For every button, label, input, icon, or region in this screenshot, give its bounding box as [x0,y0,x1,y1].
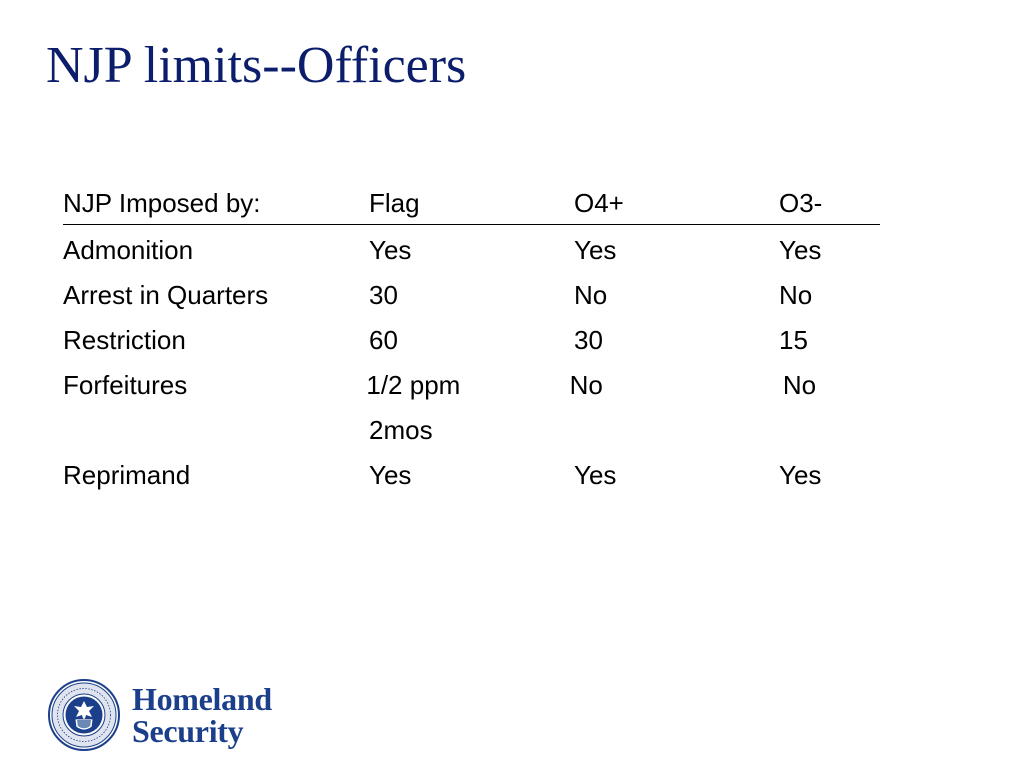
header-cell-o4: O4+ [574,187,624,218]
table-cell: Yes [574,235,617,265]
table-row-forfeitures-continued [63,408,883,453]
table-cell: 60 [369,325,398,355]
table-cell: No [569,370,603,400]
table-row-restriction [63,318,883,363]
table-cell: Restriction [63,325,186,355]
homeland-security-logo [48,678,308,752]
table-cell: 2mos [369,415,433,445]
table-cell: No [574,280,608,310]
header-cell-flag: Flag [369,187,420,218]
header-cell-o3: O3- [779,187,823,218]
table-row-forfeitures [63,363,883,408]
table-header-row [63,182,880,225]
table-cell: Arrest in Quarters [63,280,269,310]
table-cell: Forfeitures [63,370,188,400]
table-cell: Yes [369,235,412,265]
table-cell: No [782,370,817,400]
logo-wordmark [132,683,272,747]
table-cell: 30 [369,280,398,310]
table-cell: Admonition [63,235,194,265]
table-cell: 30 [574,325,603,355]
logo-line-homeland: Homeland [132,681,272,717]
njp-limits-table [63,182,883,498]
table-row-reprimand [63,453,883,498]
table-cell: Yes [574,460,617,490]
table-cell: No [779,280,813,310]
logo-line-security: Security [132,713,244,749]
table-cell: 1/2 ppm [366,370,461,400]
table-cell: 15 [779,325,808,355]
header-cell-imposed-by: NJP Imposed by: [63,187,261,218]
table-cell: Yes [779,235,822,265]
table-cell: Reprimand [63,460,191,490]
table-row-admonition [63,228,883,273]
table-cell: Yes [779,460,822,490]
slide-title: NJP limits--Officers [46,37,467,94]
table-cell: Yes [369,460,412,490]
dhs-seal-icon [48,679,120,751]
table-row-arrest-in-quarters [63,273,883,318]
